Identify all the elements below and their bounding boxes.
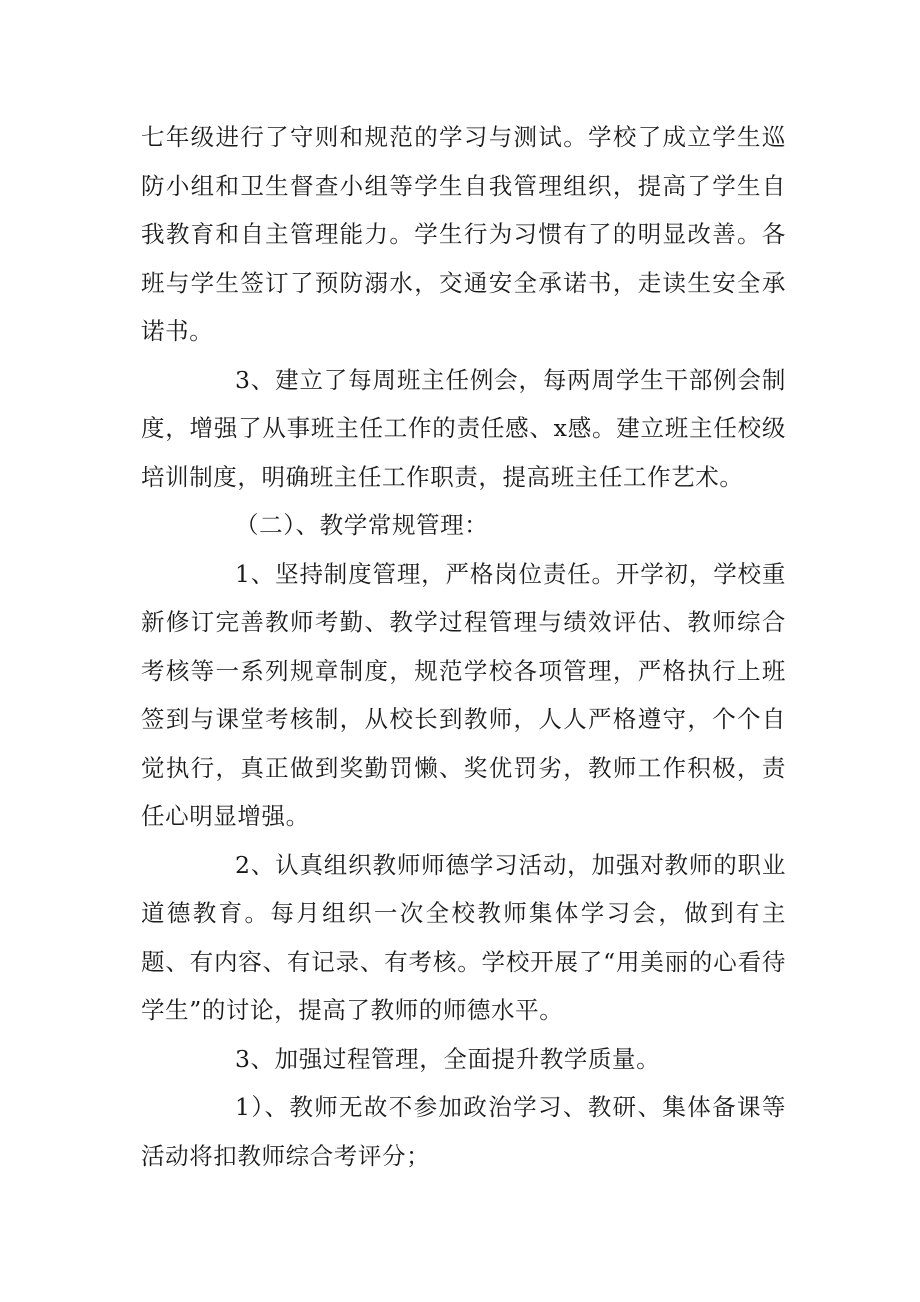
paragraph-process-management: 3、加强过程管理，全面提升教学质量。: [235, 1044, 661, 1073]
paragraph-teacher-ethics: 2、认真组织教师师德学习活动，加强对教师的职业道德教育。每月组织一次全校教师集体学习会，做到有主题、有内容、有记录、有考核。学校开展了“用美丽的心看待学生”的讨论，提高了教师的师德水平。: [141, 850, 786, 1024]
paragraph-student-management: 七年级进行了守则和规范的学习与测试。学校了成立学生巡防小组和卫生督查小组等学生自我管理组织，提高了学生自我教育和自主管理能力。学生行为习惯有了的明显改善。各班与学生签订了预防溺水，交通安全承诺书，走读生安全承诺书。: [141, 123, 786, 345]
paragraph-head-teacher-meetings: 3、建立了每周班主任例会，每两周学生干部例会制度，增强了从事班主任工作的责任感、x感。建立班主任校级培训制度，明确班主任工作职责，提高班主任工作艺术。: [141, 365, 786, 491]
paragraph-system-management: 1、坚持制度管理，严格岗位责任。开学初，学校重新修订完善教师考勤、教学过程管理与绩效评估、教师综合考核等一系列规章制度，规范学校各项管理，严格执行上班签到与课堂考核制，从校长到教师，人人严格遵守，个个自觉执行，真正做到奖勤罚懒、奖优罚劣，教师工作积极，责任心明显增强。: [141, 559, 786, 830]
document-body: [141, 113, 786, 1180]
section-heading-teaching-routine: （二）、教学常规管理：: [235, 511, 489, 539]
paragraph-political-study: 1）、教师无故不参加政治学习、教研、集体备课等活动将扣教师综合考评分；: [141, 1093, 786, 1170]
